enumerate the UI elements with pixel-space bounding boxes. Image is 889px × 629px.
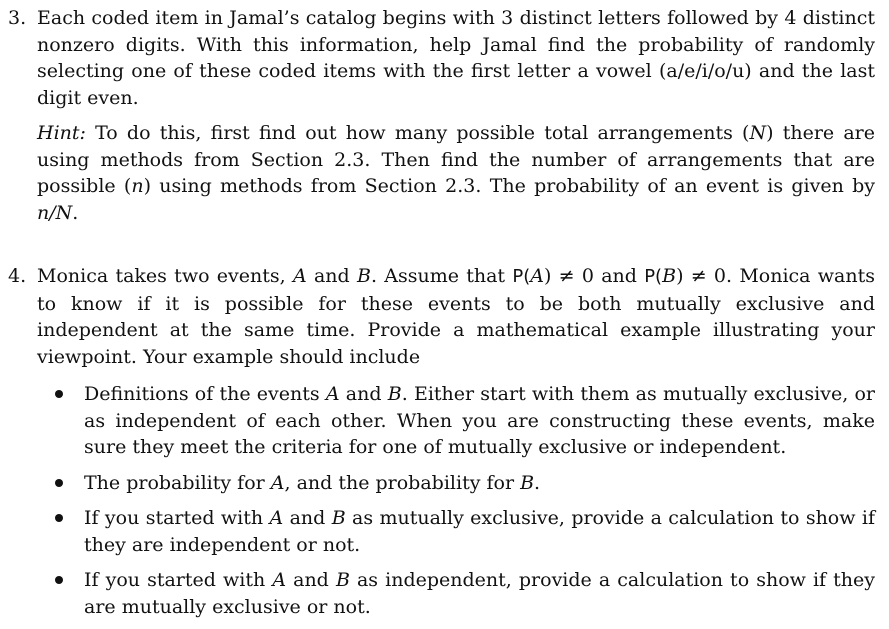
hint-text: To do this, first find out how many possible total arrangements ( <box>85 122 750 144</box>
math-B: B <box>662 265 677 287</box>
problem-4 <box>8 263 875 629</box>
hint-text: . <box>72 201 79 224</box>
text-run: . Assume that <box>370 265 513 287</box>
text-run: and <box>286 569 336 591</box>
math-n: n <box>131 175 144 197</box>
problem-3 <box>8 5 875 226</box>
math-B: B <box>387 383 402 405</box>
list-item <box>84 470 875 497</box>
text-run: ) ≠ 0. Monica wants to know if it is possible for these events to be both mutually exclusive and independent at the same time. Provide a mathematical example illustrating your viewpoint. Your example should include <box>37 265 875 368</box>
math-B: B <box>331 507 346 529</box>
text-run: and <box>283 507 332 529</box>
math-A: A <box>325 383 340 405</box>
prob-operator: P( <box>644 266 663 287</box>
text-run: The probability for <box>84 471 271 494</box>
text-run: as mutually exclusive, provide a calculation to show if they are independent or not. <box>84 507 875 556</box>
math-A: A <box>269 507 284 529</box>
problem-number: 4. <box>8 265 27 287</box>
math-B: B <box>335 569 350 591</box>
problem-number: 3. <box>8 7 27 29</box>
list-item <box>84 505 875 558</box>
problem-text <box>37 263 875 370</box>
text-run: . <box>534 471 541 494</box>
math-A: A <box>530 265 544 287</box>
list-item <box>84 567 875 620</box>
problem-text: Each coded item in Jamal’s catalog begins with 3 distinct letters followed by 4 distinct nonzero digits. With this information, help Jamal find the probability of randomly selecting one of these coded items with the first letter a vowel (a/e/i/o/u) and the last digit even. <box>37 7 875 109</box>
math-B: B <box>520 471 535 494</box>
text-run: If you started with <box>84 569 273 591</box>
text-run: and <box>306 265 357 287</box>
document-page <box>0 5 889 618</box>
bullet-list <box>37 381 875 620</box>
text-run: , and the probability for <box>284 471 521 494</box>
text-run: . Either start with them as mutually exclusive, or as independent of each other. When you are constructing these events, make sure they meet the criteria for one of mutually exclusive or independent. <box>84 383 875 458</box>
text-run: as independent, provide a calculation to show if they are mutually exclusive or not. <box>84 569 876 618</box>
text-run: If you started with <box>84 507 270 529</box>
math-B: B <box>356 265 371 287</box>
hint-paragraph <box>37 120 875 226</box>
math-ratio: n/N <box>37 201 73 224</box>
hint-text: ) using methods from Section 2.3. The probability of an event is given by <box>143 175 876 197</box>
math-A: A <box>292 265 307 287</box>
problem-body <box>37 5 875 226</box>
text-run: ) ≠ 0 and <box>543 265 645 287</box>
hint-text: ) there are using methods from Section 2.3. Then find the number of arrangements that are possible ( <box>37 122 875 197</box>
text-run: and <box>339 383 388 405</box>
math-N: N <box>749 122 767 144</box>
problem-body <box>37 263 875 629</box>
list-item <box>84 381 875 461</box>
math-A: A <box>270 471 285 494</box>
prob-operator: P( <box>512 266 531 287</box>
math-A: A <box>272 569 287 591</box>
text-run: Monica takes two events, <box>37 265 293 287</box>
text-run: Definitions of the events <box>84 383 326 405</box>
hint-label: Hint: <box>37 122 86 144</box>
